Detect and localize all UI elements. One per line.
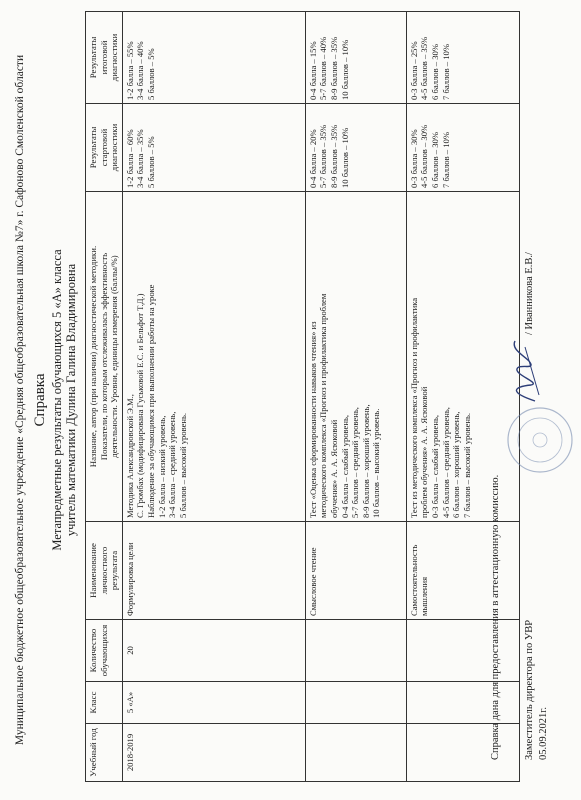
header-text: Наименование (88, 543, 98, 598)
cell-start-results (305, 104, 406, 192)
method-line: 0-3 балла – слабый уровень, (429, 414, 440, 518)
subtitle-line: учитель математики Дулина Галина Владимировна (64, 263, 78, 537)
cell-count (406, 620, 519, 682)
header-text: Показатели, по которым отслеживалась эффективность (98, 252, 109, 461)
document-title: Справка (32, 373, 48, 427)
table-row (305, 12, 406, 782)
result-name-line: Самостоятельность (408, 544, 419, 616)
method-line: 0-4 балла – слабый уровень, (339, 414, 350, 518)
cell-count (305, 620, 406, 682)
method-line: 3-4 балла – средний уровень, (167, 411, 178, 518)
header-text: Количество (88, 628, 98, 673)
method-line: 5 баллов – высокий уровень. (177, 412, 188, 518)
deputy-title: Заместитель директора по УВР (524, 619, 535, 760)
result-line: 7 баллов – 10% (440, 44, 451, 100)
result-line: 8-9 баллов – 35% (328, 124, 339, 188)
cell-result: Смысловое чтение (305, 522, 406, 620)
result-line: 0-4 балла – 20% (307, 129, 318, 188)
header-year: Учебный год (86, 724, 123, 782)
cell-method (305, 192, 406, 522)
method-line: 4-5 баллов – средний уровень, (440, 407, 451, 518)
header-text: результата (109, 550, 120, 591)
cell-class: 5 «А» (122, 682, 305, 724)
header-method (86, 192, 123, 522)
result-line: 5-7 баллов – 40% (318, 36, 329, 100)
method-line: проблем обучения» А. А. Ясюковой (419, 386, 430, 518)
header-text: диагностики (109, 123, 120, 172)
header-text: Результаты (88, 126, 98, 169)
method-line: Тест из методического комплекса «Прогноз и профилактика (408, 297, 419, 518)
header-count (86, 620, 123, 682)
result-line: 0-3 балла – 30% (408, 129, 419, 188)
cell-result (406, 522, 519, 620)
organization-header: Муниципальное бюджетное общеобразовательное учреждение «Средняя общеобразовательная школа №7» г. Сафоново Смоленской области (14, 54, 26, 746)
cell-final-results (406, 12, 519, 104)
cell-method (122, 192, 305, 522)
result-name-line: мышления (419, 576, 430, 616)
result-line: 0-4 балла – 15% (307, 41, 318, 100)
cell-start-results (406, 104, 519, 192)
table-row (406, 12, 519, 782)
method-line: Наблюдение за обучающимся при выполнении работы на уроке (145, 284, 156, 518)
result-line: 5-7 баллов – 35% (318, 124, 329, 188)
signature-name: / Иванникова Е.В./ (524, 252, 535, 335)
official-stamp (505, 405, 575, 475)
cell-start-results (122, 104, 305, 192)
cell-year (406, 724, 519, 782)
method-line: 5-7 баллов – средний уровень, (350, 407, 361, 518)
handwritten-signature (505, 335, 545, 405)
header-text: итоговой (98, 40, 109, 75)
result-line: 5 баллов – 5% (145, 48, 156, 100)
cell-year (305, 724, 406, 782)
header-result-name (86, 522, 123, 620)
header-text: Результаты (88, 36, 98, 79)
footer-note: Справка дана для предоставления в аттестационную комиссию. (490, 474, 501, 760)
result-line: 1-2 балла – 55% (124, 41, 135, 100)
result-line: 8-9 баллов – 35% (328, 36, 339, 100)
result-line: 5 баллов – 5% (145, 136, 156, 188)
header-text: Название, автор (при наличии) диагностической методики. (88, 245, 98, 468)
header-text: стартовой (98, 128, 109, 167)
header-text: деятельности. Уровни, единицы измерения (баллы/%) (109, 255, 120, 458)
cell-class (305, 682, 406, 724)
header-text: обучающихся (98, 624, 109, 677)
result-line: 10 баллов – 10% (339, 127, 350, 188)
method-line: обучения» А. А. Ясюковой (328, 419, 339, 518)
result-line: 0-3 балла – 25% (408, 41, 419, 100)
cell-final-results (122, 12, 305, 104)
result-line: 1-2 балла – 60% (124, 129, 135, 188)
method-line: 8-9 баллов – хороший уровень, (360, 404, 371, 518)
header-text: личностного (98, 546, 109, 595)
header-class: Класс (86, 682, 123, 724)
result-line: 3-4 балла – 35% (135, 129, 146, 188)
result-line: 4-5 баллов – 30% (419, 124, 430, 188)
header-final-results (86, 12, 123, 104)
method-line: 10 баллов – высокий уровень. (371, 408, 382, 518)
header-text: диагностики (109, 33, 120, 82)
header-start-results (86, 104, 123, 192)
cell-class (406, 682, 519, 724)
results-table (85, 11, 520, 782)
method-line: Тест «Оценка сформированности навыков чтения» из (307, 321, 318, 518)
document-subtitle (50, 0, 78, 800)
result-line: 10 баллов – 10% (339, 39, 350, 100)
method-line: методического комплекса «Прогноз и профилактика проблем (318, 293, 329, 518)
cell-final-results (305, 12, 406, 104)
cell-year: 2018-2019 (122, 724, 305, 782)
method-line: 7 баллов – высокий уровень. (461, 412, 472, 518)
cell-result: Формулировка цели (122, 522, 305, 620)
result-line: 4-5 баллов – 35% (419, 36, 430, 100)
result-line: 7 баллов – 10% (440, 132, 451, 188)
result-line: 6 баллов – 30% (429, 44, 440, 100)
result-line: 6 баллов – 30% (429, 132, 440, 188)
document-date: 05.09.2021г. (538, 707, 549, 760)
table-header-row (86, 12, 123, 782)
cell-method (406, 192, 519, 522)
result-line: 3-4 балла – 40% (135, 41, 146, 100)
subtitle-line: Метапредметные результаты обучающихся 5 «А» класса (50, 249, 64, 551)
method-line: 1-2 балла – низкий уровень, (156, 415, 167, 518)
method-line: Методика Александровской Э.М., (124, 394, 135, 518)
cell-count: 20 (122, 620, 305, 682)
method-line: С. Громбах (модифицирована Гуськовой Е.С. и Бельфот Т.Д.) (135, 293, 146, 518)
table-row (122, 12, 305, 782)
method-line: 6 баллов – хороший уровень, (451, 411, 462, 518)
